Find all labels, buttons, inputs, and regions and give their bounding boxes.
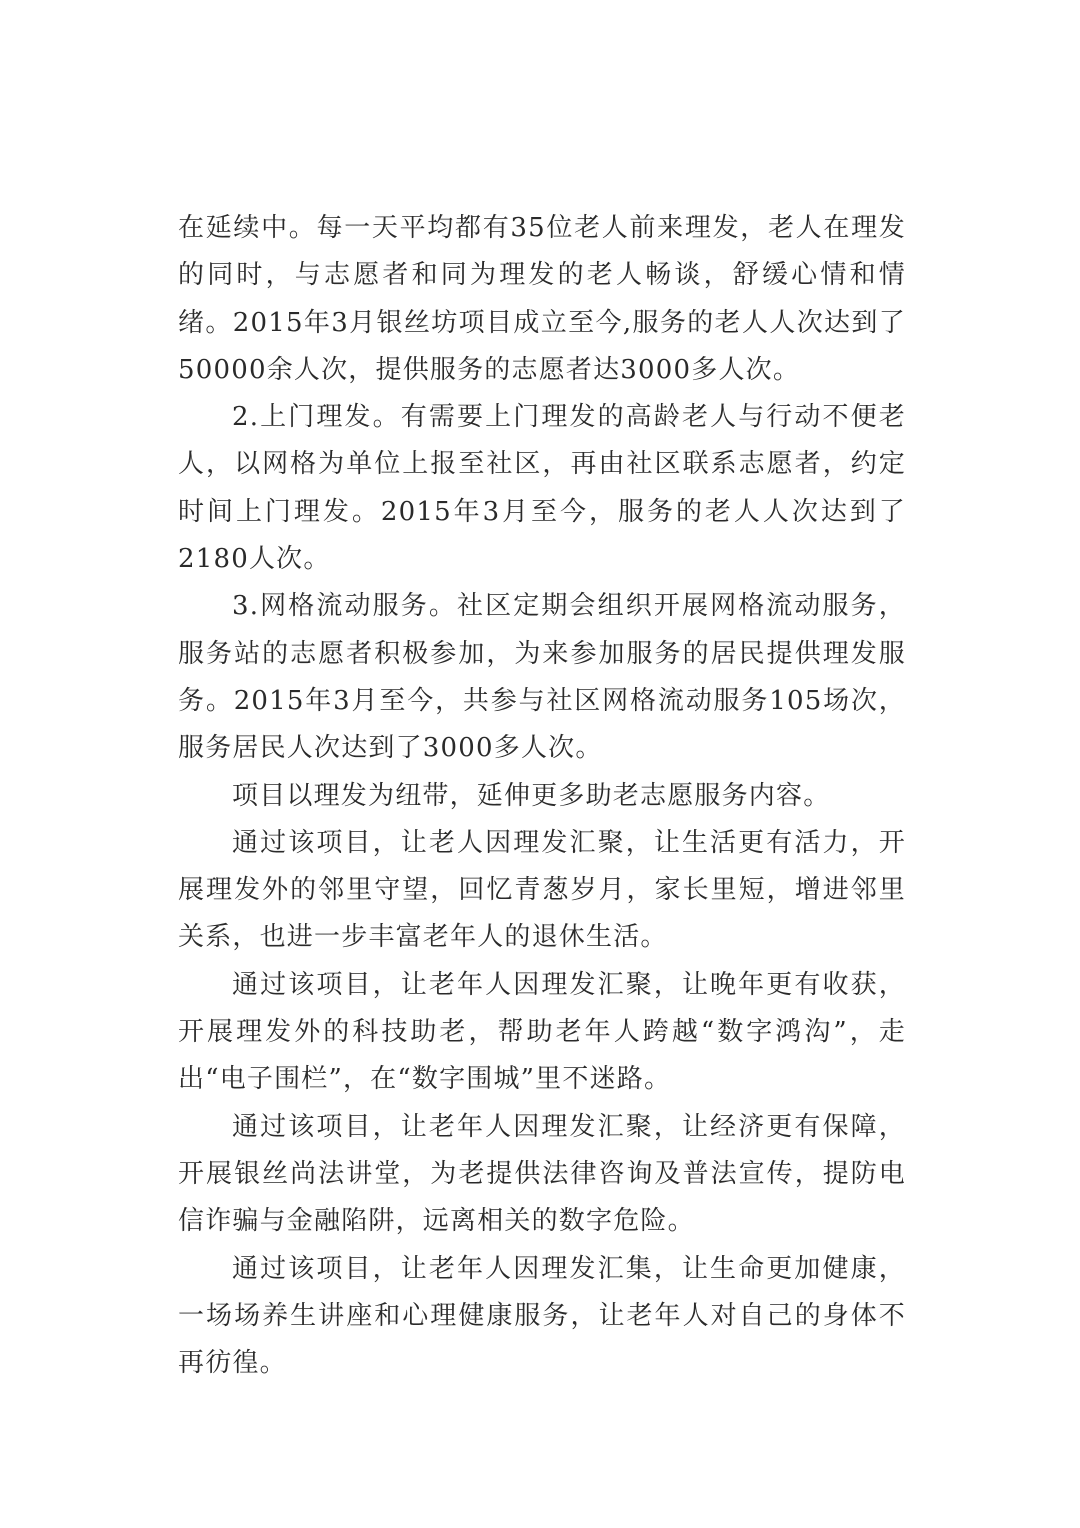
document-body bbox=[178, 205, 906, 1387]
paragraph-3: 3.网格流动服务。社区定期会组织开展网格流动服务，服务站的志愿者积极参加，为来参加服务的居民提供理发服务。2015年3月至今，共参与社区网格流动服务105场次，服务居民人次达到了3000多人次。 bbox=[178, 591, 906, 764]
paragraph-1: 在延续中。每一天平均都有35位老人前来理发，老人在理发的同时，与志愿者和同为理发的老人畅谈，舒缓心情和情绪。2015年3月银丝坊项目成立至今,服务的老人人次达到了50000余人次，提供服务的志愿者达3000多人次。 bbox=[178, 213, 906, 385]
paragraph-6: 通过该项目，让老年人因理发汇聚，让晚年更有收获，开展理发外的科技助老，帮助老年人跨越“数字鸿沟”，走出“电子围栏”，在“数字围城”里不迷路。 bbox=[178, 969, 906, 1095]
paragraph-7: 通过该项目，让老年人因理发汇聚，让经济更有保障，开展银丝尚法讲堂，为老提供法律咨询及普法宣传，提防电信诈骗与金融陷阱，远离相关的数字危险。 bbox=[178, 1111, 906, 1237]
paragraph-2: 2.上门理发。有需要上门理发的高龄老人与行动不便老人，以网格为单位上报至社区，再由社区联系志愿者，约定时间上门理发。2015年3月至今，服务的老人人次达到了2180人次。 bbox=[178, 402, 906, 575]
paragraph-5: 通过该项目，让老人因理发汇聚，让生活更有活力，开展理发外的邻里守望，回忆青葱岁月，家长里短，增进邻里关系，也进一步丰富老年人的退休生活。 bbox=[178, 827, 906, 953]
paragraph-4: 项目以理发为纽带，延伸更多助老志愿服务内容。 bbox=[232, 780, 831, 811]
paragraph-8: 通过该项目，让老年人因理发汇集，让生命更加健康，一场场养生讲座和心理健康服务，让老年人对自己的身体不再彷徨。 bbox=[178, 1253, 906, 1379]
